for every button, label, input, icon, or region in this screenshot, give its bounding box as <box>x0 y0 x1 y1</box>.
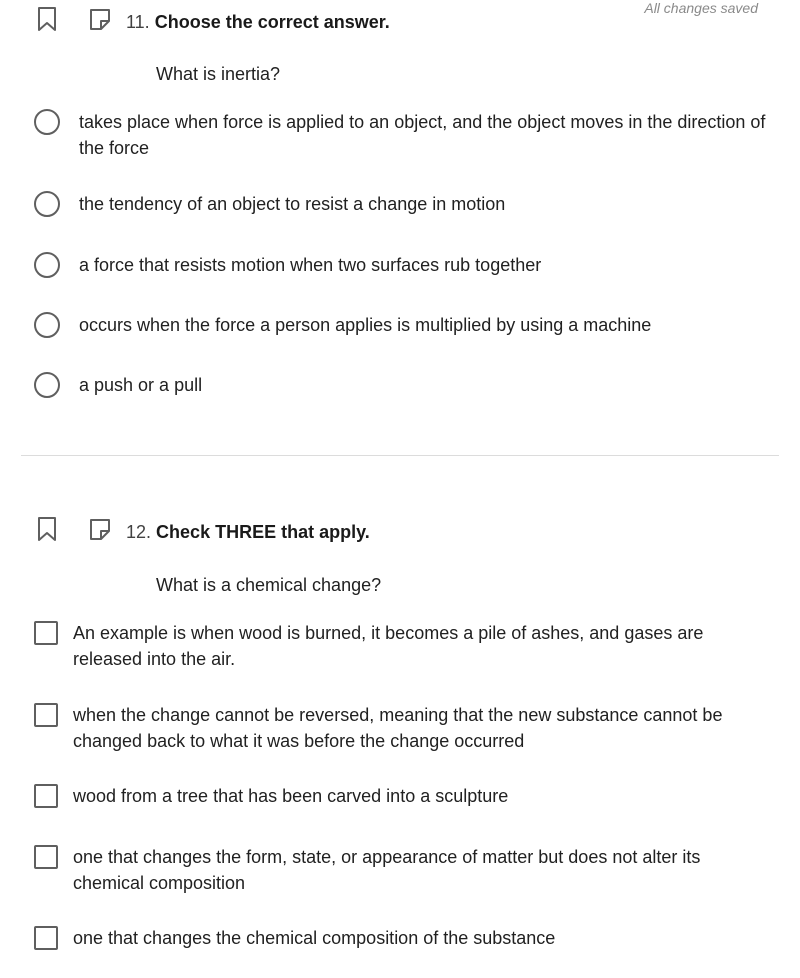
answer-option-label: takes place when force is applied to an object, and the object moves in the direction of the force <box>79 112 766 158</box>
question-12-header <box>0 516 800 546</box>
answer-option-label: a force that resists motion when two surfaces rub together <box>79 255 542 275</box>
save-status-text: All changes saved <box>644 0 758 16</box>
question-number: 11. <box>126 12 150 32</box>
checkbox[interactable] <box>34 845 58 869</box>
answer-option-label: a push or a pull <box>79 375 203 395</box>
checkbox[interactable] <box>34 926 58 950</box>
radio-button[interactable] <box>34 372 60 398</box>
question-title <box>126 522 370 543</box>
answer-option-label: the tendency of an object to resist a change in motion <box>79 194 506 214</box>
question-prompt: What is inertia? <box>156 64 281 84</box>
radio-button[interactable] <box>34 312 60 338</box>
note-icon[interactable] <box>88 6 112 32</box>
radio-button[interactable] <box>34 252 60 278</box>
bookmark-icon[interactable] <box>37 6 57 32</box>
answer-option-label: one that changes the form, state, or appearance of matter but does not alter its chemical composition <box>73 847 701 893</box>
question-instruction: Choose the correct answer. <box>154 12 390 32</box>
question-number: 12. <box>126 522 152 542</box>
question-prompt: What is a chemical change? <box>156 575 382 595</box>
answer-option-label: occurs when the force a person applies is multiplied by using a machine <box>79 315 652 335</box>
question-title <box>126 12 390 33</box>
question-instruction: Check THREE that apply. <box>156 522 370 542</box>
checkbox[interactable] <box>34 703 58 727</box>
radio-button[interactable] <box>34 109 60 135</box>
bookmark-icon[interactable] <box>37 516 57 542</box>
checkbox[interactable] <box>34 784 58 808</box>
answer-option-label: when the change cannot be reversed, meaning that the new substance cannot be changed back to what it was before the change occurred <box>73 705 723 751</box>
answer-option-label: wood from a tree that has been carved into a sculpture <box>73 786 509 806</box>
answer-option-label: one that changes the chemical composition of the substance <box>73 928 556 948</box>
question-11-header <box>0 6 800 36</box>
note-icon[interactable] <box>88 516 112 542</box>
question-divider <box>21 455 779 456</box>
answer-option-label: An example is when wood is burned, it becomes a pile of ashes, and gases are released into the air. <box>73 623 704 669</box>
checkbox[interactable] <box>34 621 58 645</box>
radio-button[interactable] <box>34 191 60 217</box>
